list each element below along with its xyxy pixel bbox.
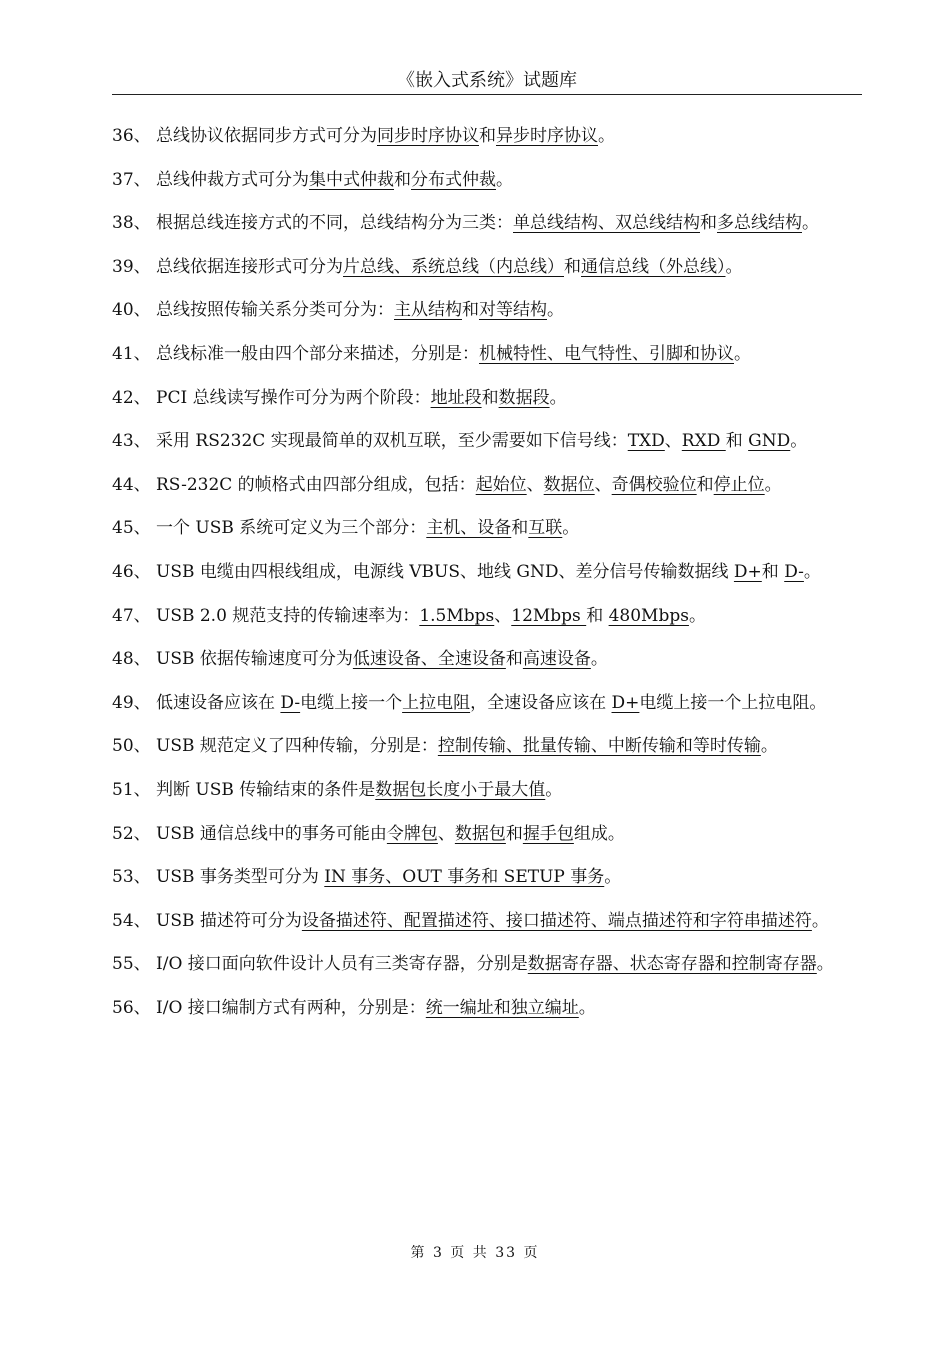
question-text: 。 bbox=[790, 431, 808, 452]
answer-blank: D+ bbox=[611, 692, 640, 713]
question-item bbox=[112, 943, 862, 987]
answer-blank: 握手包 bbox=[522, 823, 574, 844]
answer-blank: 主机、设备 bbox=[426, 518, 512, 539]
question-number: 46、 bbox=[112, 561, 151, 582]
question-item bbox=[112, 813, 862, 857]
question-text: USB 通信总线中的事务可能由 bbox=[156, 823, 387, 844]
answer-blank: 12Mbps bbox=[511, 605, 587, 626]
question-text: 。 bbox=[734, 343, 751, 364]
question-text: 。 bbox=[816, 954, 834, 975]
question-number: 51、 bbox=[112, 779, 151, 800]
question-text: 和 bbox=[725, 431, 749, 452]
answer-blank: 控制传输、批量传输、中断传输和等时传输 bbox=[437, 736, 761, 757]
answer-blank: 数据包长度小于最大值 bbox=[375, 779, 546, 800]
question-text: USB 2.0 规范支持的传输速率为： bbox=[156, 605, 420, 626]
question-text: 。 bbox=[547, 300, 564, 321]
question-text: 。 bbox=[803, 561, 821, 582]
answer-blank: 480Mbps bbox=[608, 605, 689, 626]
question-text: 、 bbox=[526, 474, 544, 495]
answer-blank: RXD bbox=[681, 431, 726, 452]
question-text: 总线协议依据同步方式可分为 bbox=[156, 126, 377, 146]
answer-blank: 数据位 bbox=[543, 474, 595, 495]
question-number: 48、 bbox=[112, 649, 151, 670]
answer-blank: 1.5Mbps bbox=[419, 605, 495, 626]
question-number: 44、 bbox=[112, 474, 151, 495]
answer-blank: 起始位 bbox=[475, 474, 527, 495]
question-text: 和 bbox=[511, 518, 529, 539]
answer-blank: IN 事务、OUT 事务和 SETUP 事务 bbox=[324, 867, 605, 888]
question-text: 。 bbox=[496, 169, 513, 190]
question-item bbox=[112, 595, 862, 639]
question-number: 40、 bbox=[112, 300, 151, 321]
question-text: 低速设备应该在 bbox=[156, 692, 281, 713]
question-text: 。 bbox=[578, 997, 596, 1018]
question-text: 根据总线连接方式的不同，总线结构分为三类： bbox=[156, 213, 513, 234]
question-text: 总线标准一般由四个部分来描述，分别是： bbox=[156, 343, 479, 364]
question-item bbox=[112, 507, 862, 551]
answer-blank: GND bbox=[748, 431, 791, 452]
question-text: 和 bbox=[564, 256, 581, 277]
answer-blank: 分布式仲裁 bbox=[411, 169, 496, 190]
question-item bbox=[112, 420, 862, 464]
answer-blank: 高速设备 bbox=[522, 649, 591, 670]
question-text: 、 bbox=[664, 431, 682, 452]
question-text: I/O 接口编制方式有两种，分别是： bbox=[156, 997, 426, 1018]
answer-blank: 统一编址和独立编址 bbox=[425, 997, 579, 1018]
question-item bbox=[112, 551, 862, 595]
page-header-title: 《嵌入式系统》试题库 bbox=[397, 70, 577, 91]
question-text: 电缆上接一个上拉电阻。 bbox=[639, 692, 827, 713]
question-text: 判断 USB 传输结束的条件是 bbox=[156, 779, 376, 800]
question-item bbox=[112, 987, 862, 1031]
question-number: 37、 bbox=[112, 169, 151, 190]
question-text: USB 规范定义了四种传输，分别是： bbox=[156, 736, 438, 757]
question-number: 45、 bbox=[112, 518, 151, 539]
question-number: 50、 bbox=[112, 736, 151, 757]
question-text: 总线按照传输关系分类可分为： bbox=[156, 300, 394, 321]
question-text: 和 bbox=[394, 169, 411, 190]
question-text: RS-232C 的帧格式由四部分组成，包括： bbox=[156, 474, 476, 495]
question-text: 和 bbox=[700, 213, 717, 234]
question-number: 55、 bbox=[112, 954, 151, 975]
question-text: 一个 USB 系统可定义为三个部分： bbox=[156, 518, 427, 539]
page-footer: 第 3 页 共 33 页 bbox=[410, 1245, 540, 1261]
question-text: USB 依据传输速度可分为 bbox=[156, 649, 353, 670]
question-text: 。 bbox=[590, 649, 608, 670]
question-text: 。 bbox=[604, 867, 622, 888]
question-number: 36、 bbox=[112, 126, 151, 146]
question-text: 电缆上接一个 bbox=[300, 692, 403, 713]
question-item bbox=[112, 159, 862, 203]
question-text: 和 bbox=[586, 605, 609, 626]
answer-blank: 设备描述符、配置描述符、接口描述符、端点描述符和字符串描述符 bbox=[301, 910, 812, 931]
question-item bbox=[112, 115, 862, 159]
question-item bbox=[112, 900, 862, 944]
question-text: 。 bbox=[562, 518, 580, 539]
answer-blank: D+ bbox=[733, 561, 762, 582]
question-text: USB 电缆由四根线组成，电源线 VBUS、地线 GND、差分信号传输数据线 bbox=[156, 561, 734, 582]
question-text: 和 bbox=[505, 649, 523, 670]
question-item bbox=[112, 289, 862, 333]
question-text: 和 bbox=[696, 474, 714, 495]
question-item bbox=[112, 333, 862, 377]
answer-blank: 单总线结构、双总线结构 bbox=[513, 213, 700, 234]
question-text: I/O 接口面向软件设计人员有三类寄存器，分别是 bbox=[156, 954, 528, 975]
question-text: 和 bbox=[481, 387, 499, 408]
answer-blank: 地址段 bbox=[430, 387, 482, 408]
question-text: USB 事务类型可分为 bbox=[156, 867, 325, 888]
question-number: 42、 bbox=[112, 387, 151, 408]
question-text: 。 bbox=[598, 126, 615, 146]
question-item bbox=[112, 638, 862, 682]
question-text: 和 bbox=[462, 300, 479, 321]
question-item bbox=[112, 856, 862, 900]
question-item bbox=[112, 377, 862, 421]
question-text: 。 bbox=[760, 736, 778, 757]
answer-blank: 数据段 bbox=[498, 387, 550, 408]
question-text: ，全速设备应该在 bbox=[470, 692, 612, 713]
question-number: 39、 bbox=[112, 256, 151, 277]
question-item bbox=[112, 725, 862, 769]
question-text: 。 bbox=[545, 779, 563, 800]
question-number: 56、 bbox=[112, 997, 151, 1018]
question-number: 52、 bbox=[112, 823, 151, 844]
question-number: 47、 bbox=[112, 605, 151, 626]
question-list bbox=[112, 115, 862, 1030]
answer-blank: 主从结构 bbox=[394, 300, 462, 321]
question-text: 。 bbox=[725, 256, 743, 277]
question-text: PCI 总线读写操作可分为两个阶段： bbox=[156, 387, 431, 408]
question-item bbox=[112, 769, 862, 813]
answer-blank: 同步时序协议 bbox=[377, 126, 479, 146]
question-text: USB 描述符可分为 bbox=[156, 910, 302, 931]
answer-blank: 停止位 bbox=[713, 474, 765, 495]
answer-blank: TXD bbox=[627, 431, 665, 452]
question-text: 和 bbox=[505, 823, 523, 844]
question-text: 。 bbox=[549, 387, 567, 408]
question-text: 、 bbox=[594, 474, 612, 495]
question-text: 。 bbox=[802, 213, 819, 234]
question-text: 总线仲裁方式可分为 bbox=[156, 169, 309, 190]
question-text: 、 bbox=[494, 605, 512, 626]
question-number: 43、 bbox=[112, 431, 151, 452]
answer-blank: D- bbox=[784, 561, 804, 582]
answer-blank: 对等结构 bbox=[479, 300, 547, 321]
question-number: 38、 bbox=[112, 213, 151, 234]
question-text: 和 bbox=[479, 126, 496, 146]
answer-blank: 互联 bbox=[528, 518, 563, 539]
answer-blank: 集中式仲裁 bbox=[309, 169, 394, 190]
question-text: 总线依据连接形式可分为 bbox=[156, 256, 343, 277]
answer-blank: 数据包 bbox=[454, 823, 506, 844]
answer-blank: 通信总线（外总线） bbox=[581, 256, 726, 277]
question-text: 、 bbox=[437, 823, 455, 844]
question-item bbox=[112, 682, 862, 726]
answer-blank: 奇偶校验位 bbox=[611, 474, 697, 495]
question-number: 41、 bbox=[112, 343, 151, 364]
answer-blank: 上拉电阻 bbox=[402, 692, 471, 713]
answer-blank: D- bbox=[280, 692, 301, 713]
question-text: 和 bbox=[761, 561, 785, 582]
question-item bbox=[112, 202, 862, 246]
question-item bbox=[112, 246, 862, 290]
question-text: 采用 RS232C 实现最简单的双机互联，至少需要如下信号线： bbox=[156, 431, 628, 452]
question-number: 54、 bbox=[112, 910, 151, 931]
question-text: 。 bbox=[764, 474, 782, 495]
question-item bbox=[112, 464, 862, 508]
answer-blank: 多总线结构 bbox=[717, 213, 802, 234]
header-divider bbox=[112, 94, 862, 95]
question-number: 53、 bbox=[112, 867, 151, 888]
question-text: 组成。 bbox=[573, 823, 625, 844]
answer-blank: 数据寄存器、状态寄存器和控制寄存器 bbox=[527, 954, 817, 975]
question-text: 。 bbox=[688, 605, 706, 626]
answer-blank: 异步时序协议 bbox=[496, 126, 598, 146]
question-text: 。 bbox=[811, 910, 829, 931]
answer-blank: 片总线、系统总线（内总线） bbox=[343, 256, 564, 277]
answer-blank: 令牌包 bbox=[386, 823, 438, 844]
answer-blank: 机械特性、电气特性、引脚和协议 bbox=[479, 343, 734, 364]
answer-blank: 低速设备、全速设备 bbox=[352, 649, 506, 670]
question-number: 49、 bbox=[112, 692, 151, 713]
